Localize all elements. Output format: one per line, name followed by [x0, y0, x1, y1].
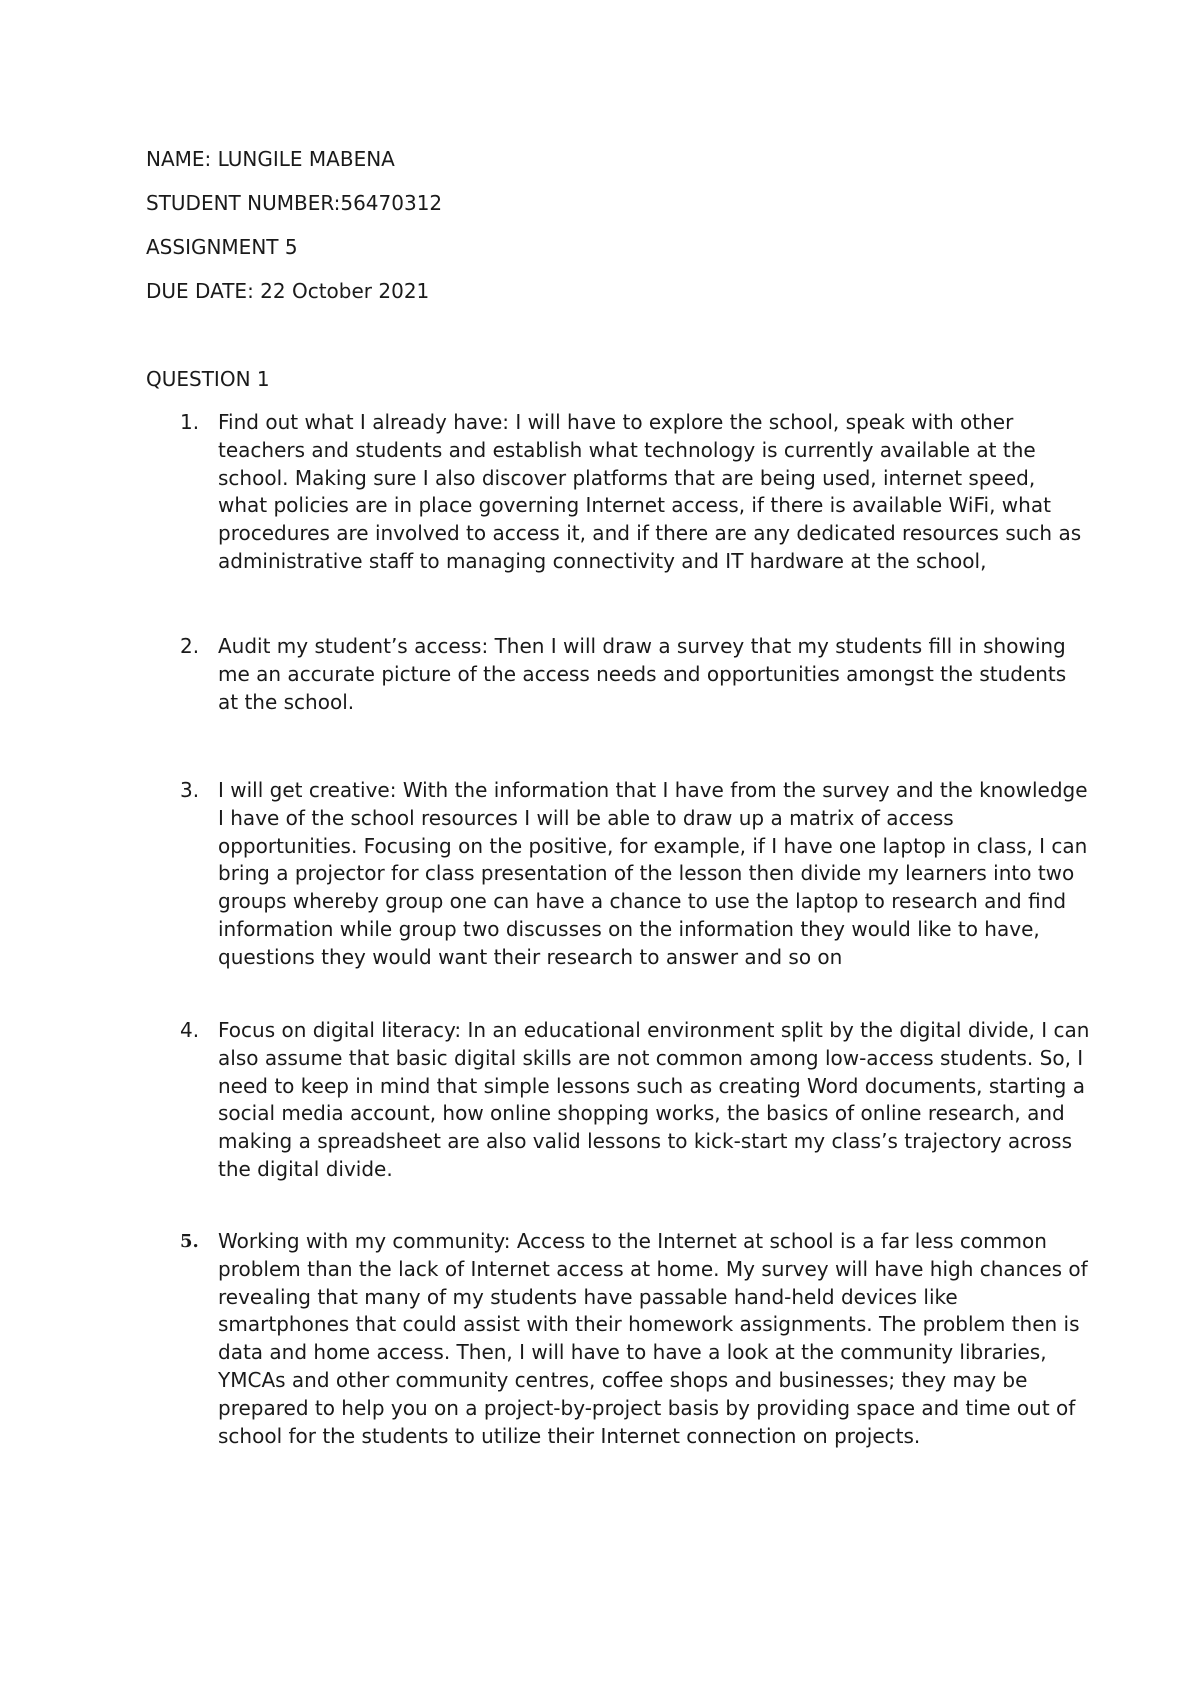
list-item-text: Audit my student’s access: Then I will draw a survey that my students fill in showing me an accurate picture of the access needs and opportunities amongst the students at the school. [218, 634, 1067, 714]
list-item [180, 409, 1090, 576]
list-item-number: 2. [180, 634, 200, 658]
assignment-label: ASSIGNMENT 5 [146, 235, 298, 259]
list-item-number: 4. [180, 1018, 200, 1042]
list-item-number: 5. [180, 1231, 199, 1252]
list-item [180, 1228, 1090, 1450]
list-item-text: I will get creative: With the information that I have from the survey and the knowledge I have of the school resources I will be able to draw up a matrix of access opportunities. Focusing on the positive, for example, if I have one laptop in class, I can bring a projector for class presentation of the lesson then divide my learners into two groups whereby group one can have a chance to use the laptop to research and find information while group two discusses on the information they would like to have, questions they would want their research to answer and so on [218, 778, 1088, 969]
due-date: DUE DATE: 22 October 2021 [146, 279, 430, 303]
list-item-number: 1. [180, 410, 200, 434]
list-item [180, 1017, 1090, 1184]
list-item-text: Find out what I already have: I will have to explore the school, speak with other teachers and students and establish what technology is currently available at the school. Making sure I also discover platforms that are being used, internet speed, what policies are in place governing Internet access, if there is available WiFi, what procedures are involved to access it, and if there are any dedicated resources such as administrative staff to managing connectivity and IT hardware at the school, [218, 410, 1082, 573]
list-item-text: Working with my community: Access to the Internet at school is a far less common problem than the lack of Internet access at home. My survey will have high chances of revealing that many of my students have passable hand-held devices like smartphones that could assist with their homework assignments. The problem then is data and home access. Then, I will have to have a look at the community libraries, YMCAs and other community centres, coffee shops and businesses; they may be prepared to help you on a project-by-project basis by providing space and time out of school for the students to utilize their Internet connection on projects. [218, 1229, 1088, 1448]
student-name: NAME: LUNGILE MABENA [146, 147, 395, 171]
list-item-number: 3. [180, 778, 200, 802]
question-title: QUESTION 1 [146, 367, 270, 391]
list-item [180, 633, 1090, 716]
list-item-text: Focus on digital literacy: In an educational environment split by the digital divide, I can also assume that basic digital skills are not common among low-access students. So, I need to keep in mind that simple lessons such as creating Word documents, starting a social media account, how online shopping works, the basics of online research, and making a spreadsheet are also valid lessons to kick-start my class’s trajectory across the digital divide. [218, 1018, 1090, 1181]
list-item [180, 777, 1090, 972]
student-number: STUDENT NUMBER:56470312 [146, 191, 443, 215]
